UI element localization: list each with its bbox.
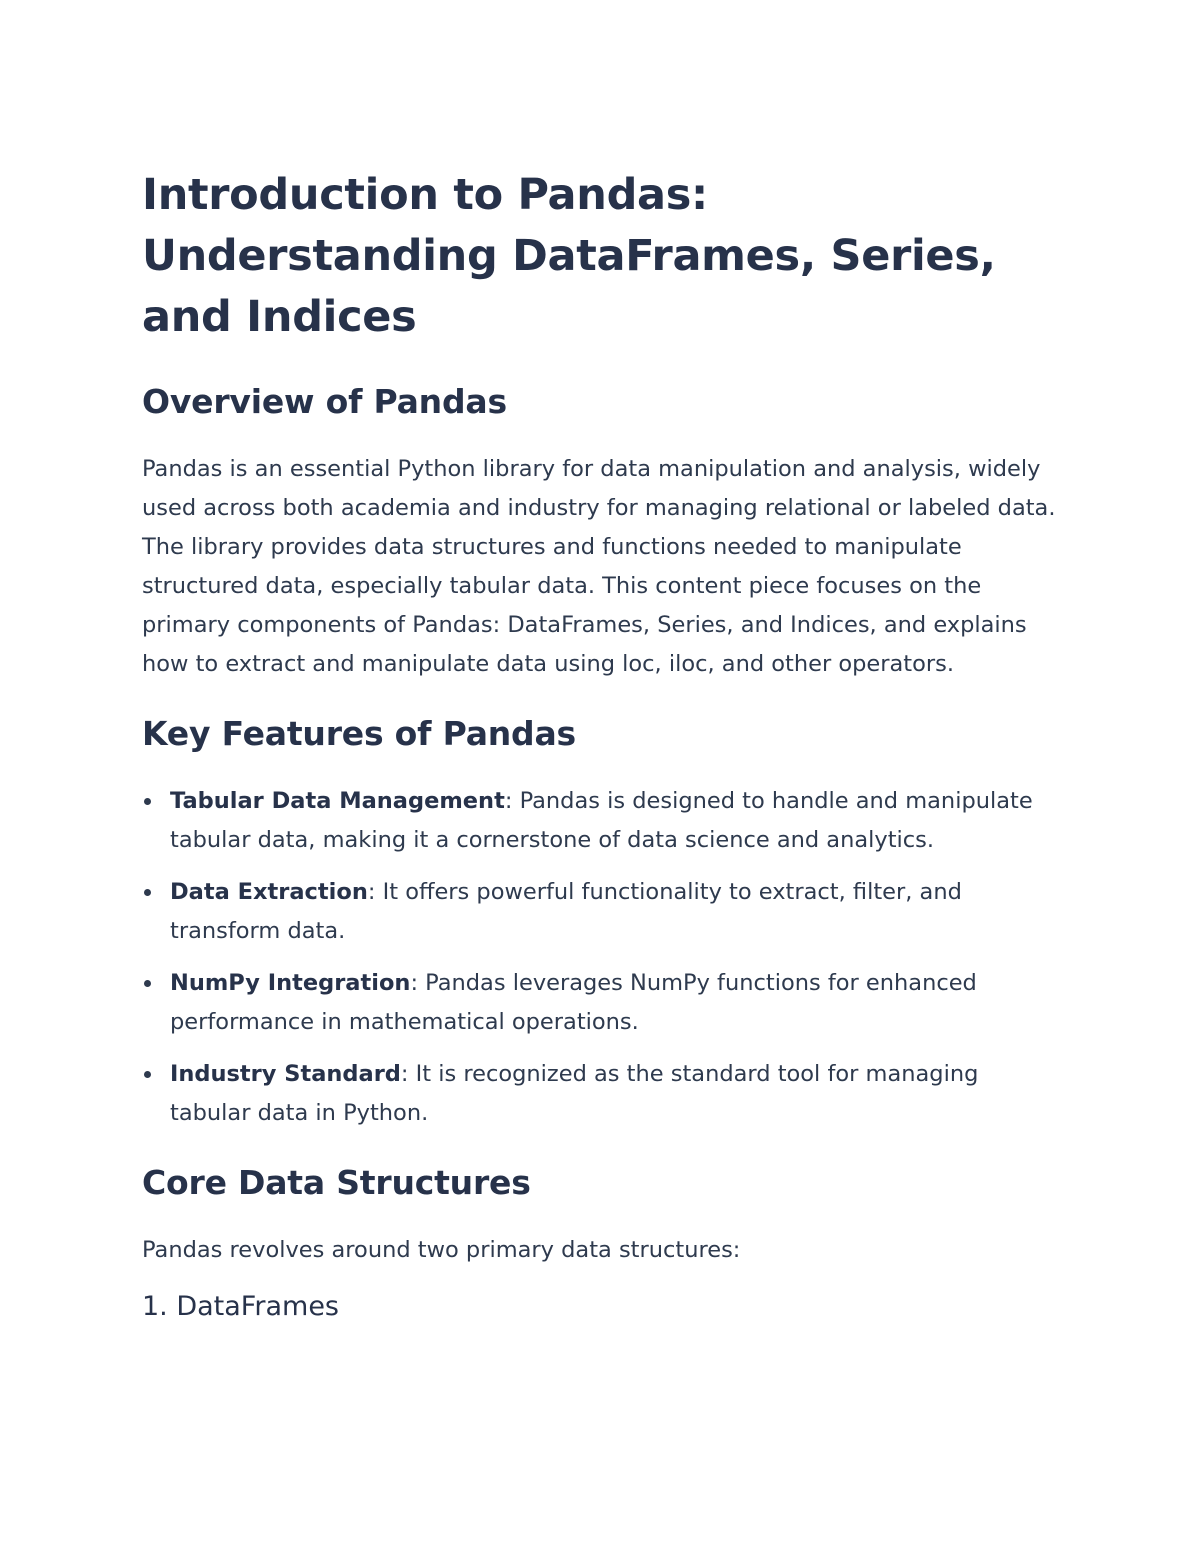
feature-separator: : — [367, 879, 383, 905]
subheading-dataframes: 1. DataFrames — [142, 1291, 340, 1322]
section-heading-core-data-structures: Core Data Structures — [142, 1163, 531, 1202]
feature-text: Pandas is designed to handle and manipulate tabular data, making it a cornerstone of data science and analytics. — [170, 788, 1033, 853]
feature-separator: : — [410, 970, 426, 996]
list-item — [142, 964, 1062, 1042]
feature-term: NumPy Integration — [170, 970, 411, 996]
feature-term: Industry Standard — [170, 1061, 401, 1087]
bullet-icon — [144, 798, 151, 805]
bullet-icon — [144, 980, 151, 987]
document-page — [142, 165, 1062, 1324]
feature-term: Data Extraction — [170, 879, 368, 905]
list-item — [142, 873, 1062, 951]
bullet-icon — [144, 1071, 151, 1078]
features-list — [142, 782, 1062, 1133]
feature-text: Pandas leverages NumPy functions for enhanced performance in mathematical operations. — [170, 970, 977, 1035]
core-paragraph: Pandas revolves around two primary data structures: — [142, 1237, 741, 1263]
section-heading-key-features: Key Features of Pandas — [142, 714, 576, 753]
page-title: Introduction to Pandas: Understanding DataFrames, Series, and Indices — [142, 170, 996, 342]
list-item — [142, 782, 1062, 860]
feature-text: It offers powerful functionality to extract, filter, and transform data. — [170, 879, 962, 944]
feature-text: It is recognized as the standard tool for managing tabular data in Python. — [170, 1061, 979, 1126]
list-item — [142, 1055, 1062, 1133]
feature-separator: : — [504, 788, 520, 814]
feature-separator: : — [400, 1061, 416, 1087]
feature-term: Tabular Data Management — [170, 788, 505, 814]
section-heading-overview: Overview of Pandas — [142, 382, 507, 421]
overview-paragraph: Pandas is an essential Python library for data manipulation and analysis, widely used across both academia and industry for managing relational or labeled data. The library provides data structures and functions needed to manipulate structured data, especially tabular data. This content piece focuses on the primary components of Pandas: DataFrames, Series, and Indices, and explains how to extract and manipulate data using loc, iloc, and other operators. — [142, 456, 1056, 677]
bullet-icon — [144, 889, 151, 896]
